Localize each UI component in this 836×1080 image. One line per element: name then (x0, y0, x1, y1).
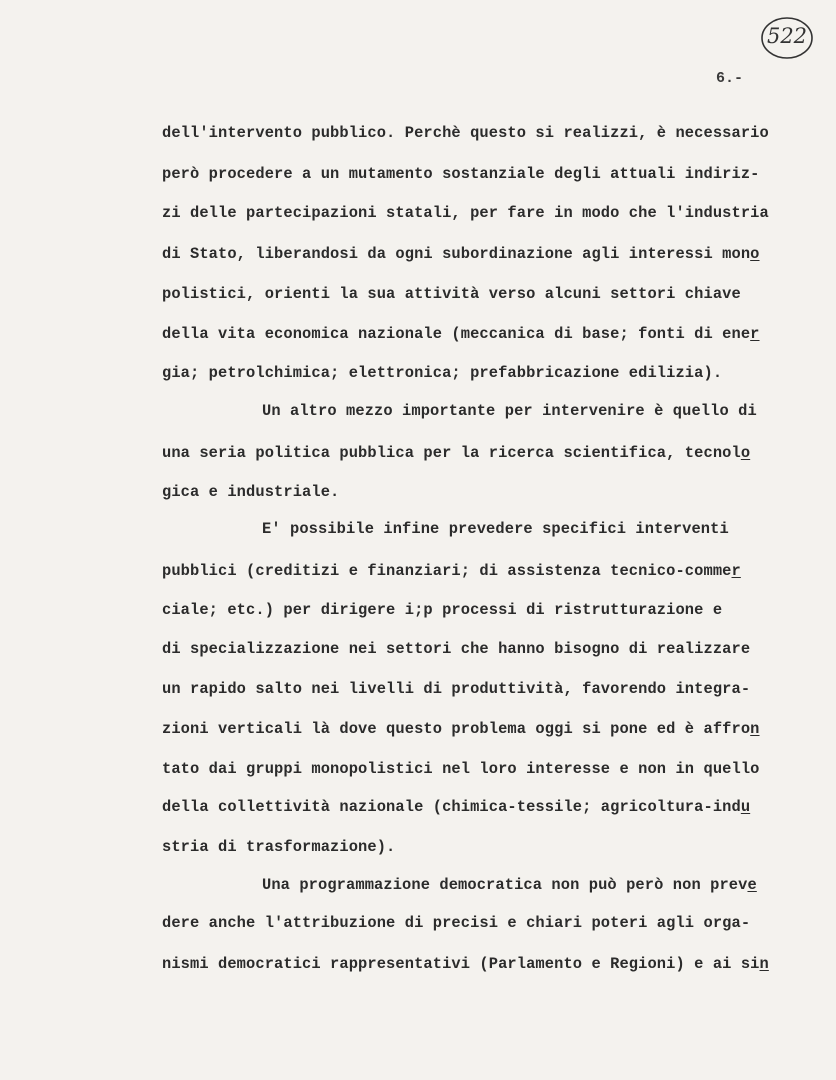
text-line (262, 520, 729, 538)
text-line-content: tato dai gruppi monopolistici nel loro interesse e non in quello (162, 760, 760, 778)
text-line-content: gia; petrolchimica; elettronica; prefabbricazione edilizia). (162, 364, 723, 382)
text-line (162, 914, 750, 932)
text-line (162, 601, 722, 619)
text-line-content: nismi democratici rappresentativi (Parlamento e Regioni) e ai si (162, 955, 760, 973)
text-line-content: stria di trasformazione). (162, 838, 396, 856)
page-number: 6.- (716, 70, 744, 87)
text-line (162, 325, 760, 343)
text-line-content: gica e industriale. (162, 483, 340, 501)
text-line (162, 285, 741, 303)
underlined-hyphen-char: n (750, 720, 760, 738)
text-line (162, 680, 750, 698)
underlined-hyphen-char: r (731, 562, 741, 580)
text-line (162, 838, 395, 856)
text-line-content: della vita economica nazionale (meccanica di base; fonti di ene (162, 325, 751, 343)
text-line-content: E' possibile infine prevedere specifici interventi (262, 520, 729, 538)
text-line (162, 760, 760, 778)
text-line (162, 364, 722, 382)
text-line-content: polistici, orienti la sua attività verso alcuni settori chiave (162, 285, 741, 303)
text-line-content: della collettività nazionale (chimica-tessile; agricoltura-ind (162, 798, 741, 816)
text-line-content: zi delle partecipazioni statali, per fare in modo che l'industria (162, 204, 769, 222)
text-line-content: di Stato, liberandosi da ogni subordinazione agli interessi mon (162, 245, 751, 263)
text-line (162, 483, 339, 501)
text-line (162, 720, 760, 738)
text-line (162, 165, 760, 183)
text-line-content: un rapido salto nei livelli di produttività, favorendo integra- (162, 680, 751, 698)
text-line (162, 444, 750, 462)
underlined-hyphen-char: o (740, 444, 751, 462)
text-line-content: dell'intervento pubblico. Perchè questo si realizzi, è necessario (162, 124, 769, 142)
text-line-content: ciale; etc.) per dirigere i;p processi di ristrutturazione e (162, 601, 723, 619)
text-line (162, 204, 769, 222)
underlined-hyphen-char: r (750, 325, 760, 343)
text-line-content: però procedere a un mutamento sostanziale degli attuali indiriz- (162, 165, 760, 183)
stamp-number: 522 (766, 24, 808, 48)
text-line (162, 955, 769, 973)
text-line (162, 640, 750, 658)
text-line-content: pubblici (creditizi e finanziari; di assistenza tecnico-comme (162, 562, 732, 580)
archive-stamp (760, 16, 814, 60)
text-line (262, 876, 757, 894)
text-line-content: dere anche l'attribuzione di precisi e chiari poteri agli orga- (162, 914, 751, 932)
underlined-hyphen-char: e (747, 876, 757, 894)
text-line (262, 402, 757, 420)
text-line (162, 245, 760, 263)
text-line-content: Un altro mezzo importante per intervenire è quello di (262, 402, 757, 420)
text-line (162, 124, 769, 142)
text-line-content: zioni verticali là dove questo problema oggi si pone ed è affro (162, 720, 751, 738)
text-line-content: una seria politica pubblica per la ricerca scientifica, tecnol (162, 444, 741, 462)
text-line (162, 562, 741, 580)
text-line-content: Una programmazione democratica non può però non prev (262, 876, 748, 894)
text-line-content: di specializzazione nei settori che hanno bisogno di realizzare (162, 640, 751, 658)
underlined-hyphen-char: u (740, 798, 751, 816)
text-line (162, 798, 750, 816)
underlined-hyphen-char: n (759, 955, 769, 973)
underlined-hyphen-char: o (750, 245, 760, 263)
